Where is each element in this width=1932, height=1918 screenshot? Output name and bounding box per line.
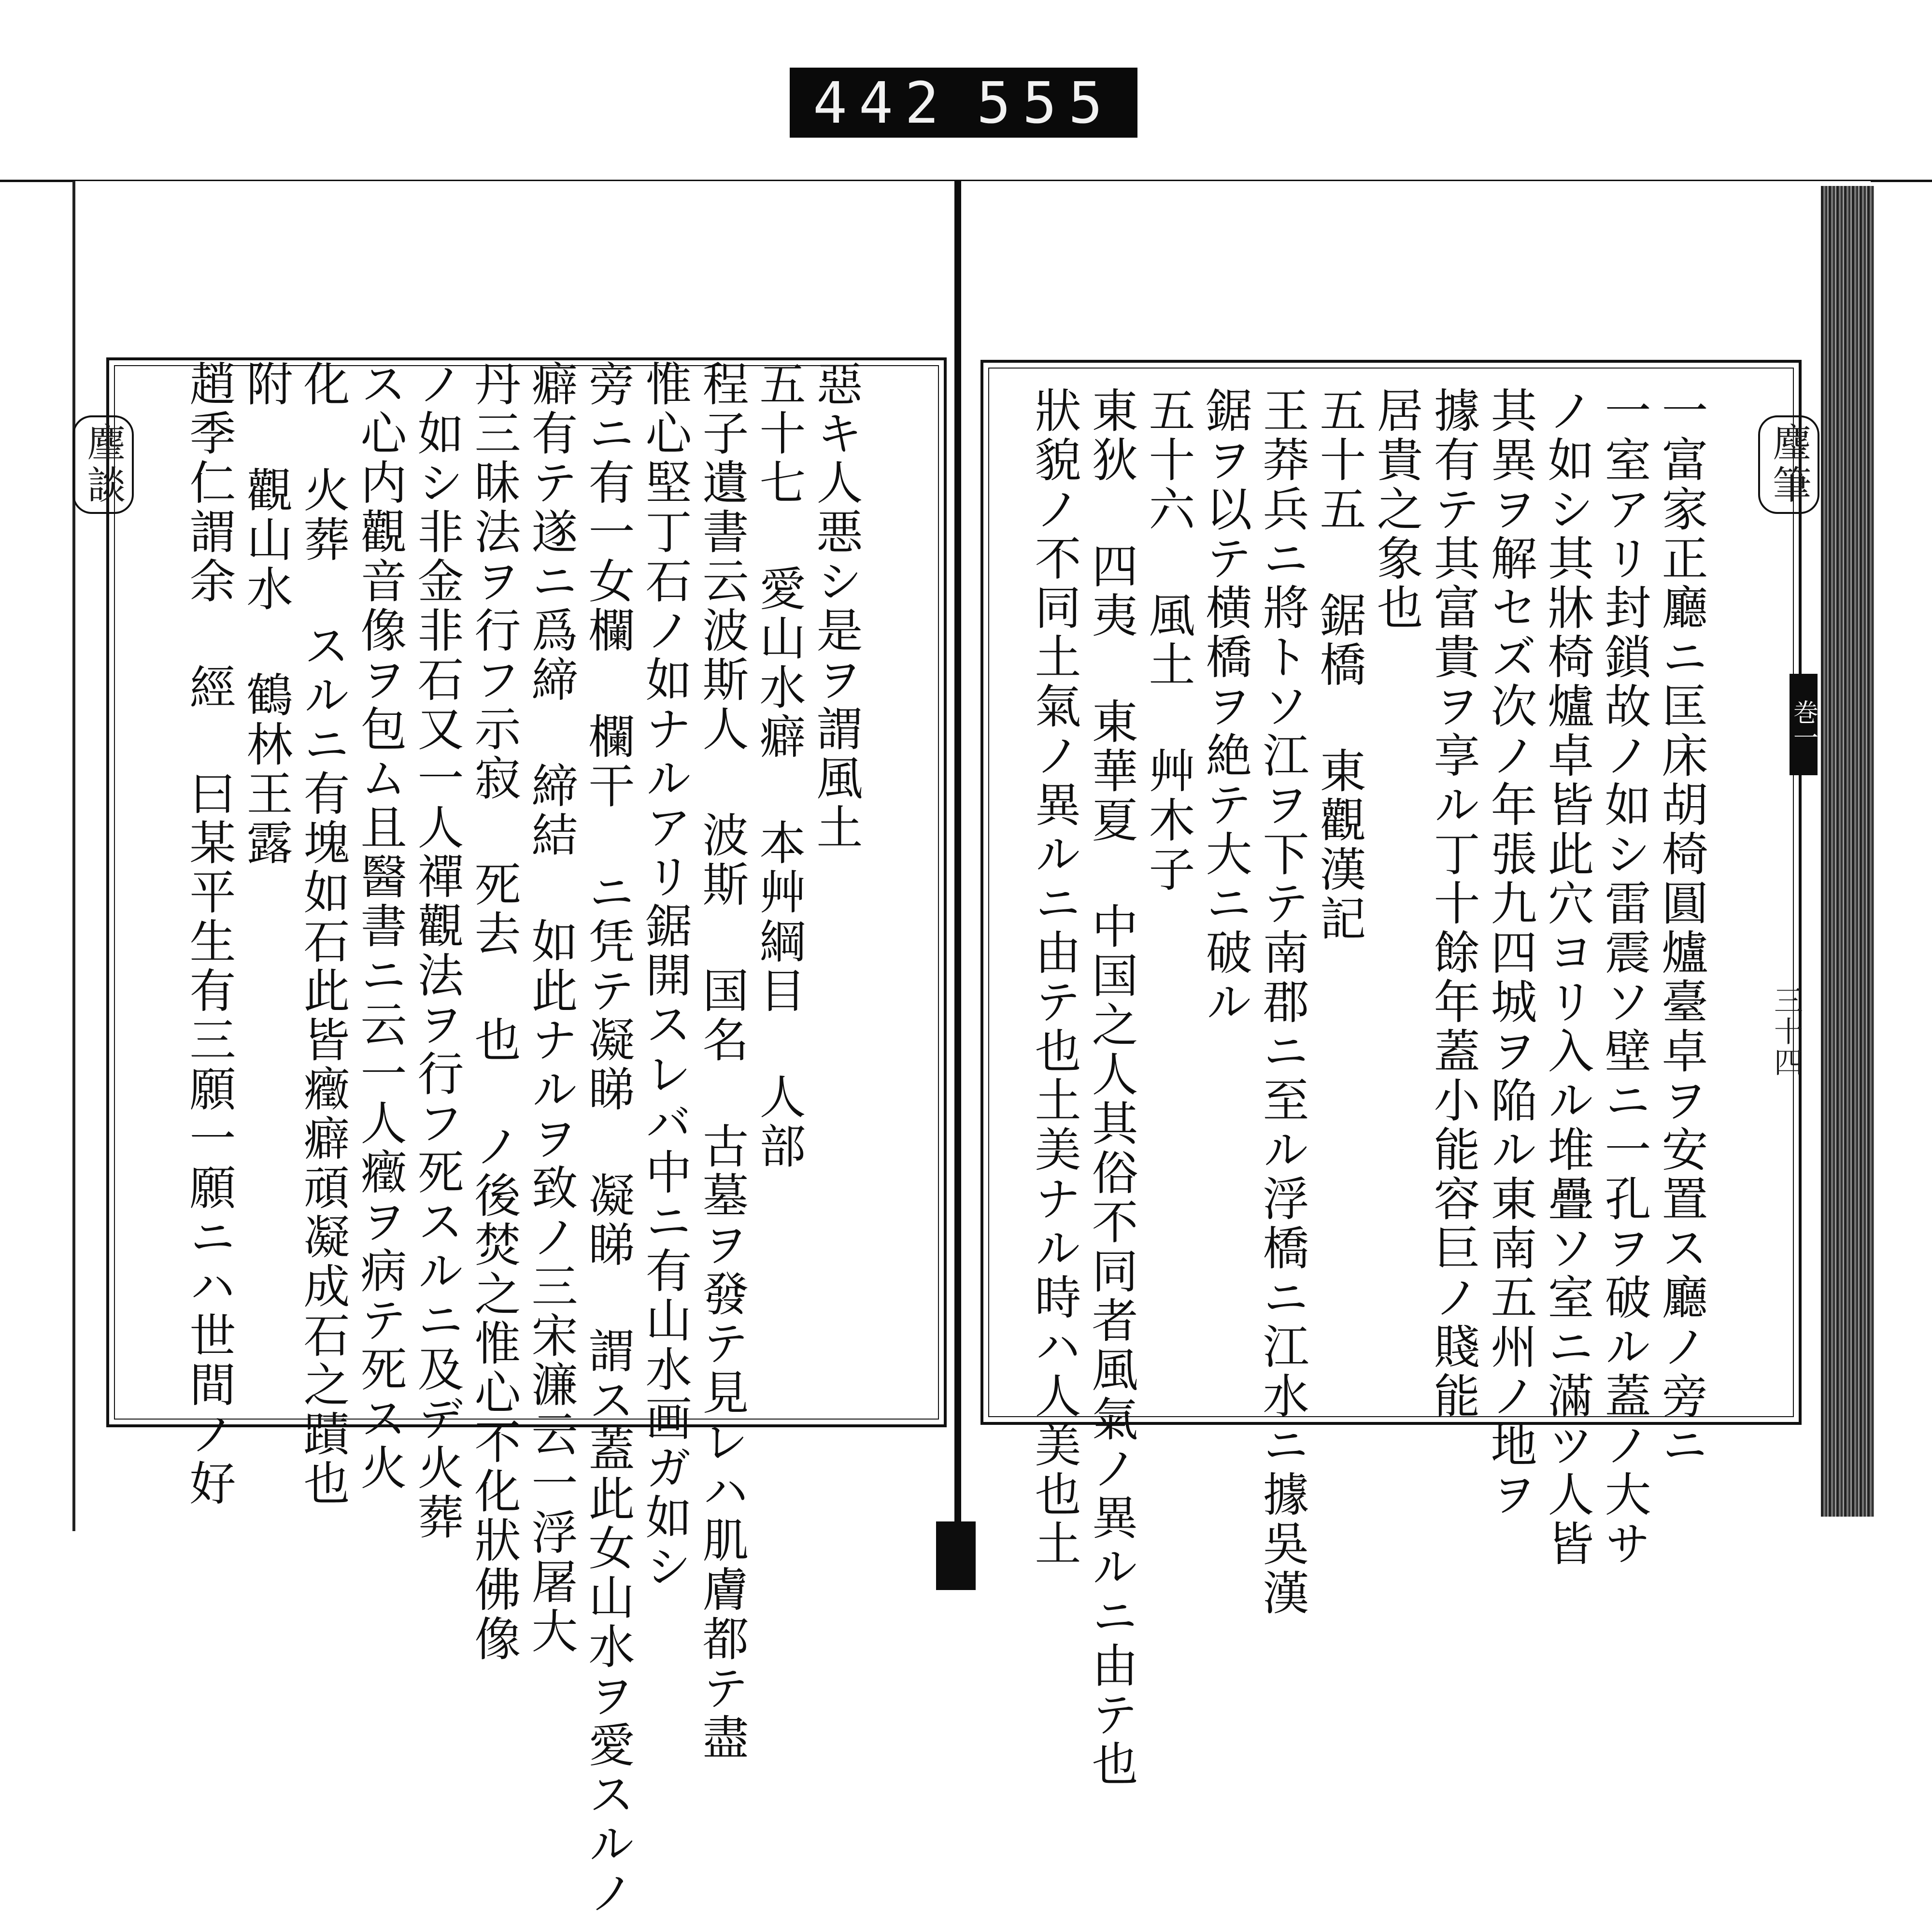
text-column: 化 火葬 スルニ有塊如石此皆癥癖頑凝成石之蹟也: [296, 360, 350, 1508]
page-fore-edge: [1821, 186, 1874, 1517]
text-column: 癖有テ遂ニ爲締 締結 如此ナルヲ致ノ三宋濂云一浮屠大: [524, 360, 578, 1656]
running-head-pill-left: 麈談: [72, 415, 134, 514]
text-column: 鋸ヲ以テ横橋ヲ絶テ大ニ破ル: [1198, 386, 1252, 1027]
text-column: 居貴之象也: [1369, 386, 1423, 633]
text-column: 程子遺書云波斯人 波斯 国名 古墓ヲ發テ見レハ肌膚都テ盡: [695, 360, 749, 1762]
section-heading: 五十七 愛山水癖 本艸綱目 人部: [752, 360, 806, 1171]
right-page-text: [927, 386, 1710, 1789]
gutter-shadow: [936, 1521, 976, 1590]
text-column: 據有テ其富貴ヲ享ル丁十餘年蓋小能容巨ノ賤能: [1426, 386, 1480, 1421]
text-column: ノ如シ非金非石又一人禪觀法ヲ行フ死スルニ及デ火葬: [410, 360, 464, 1542]
right-running-head: [1758, 415, 1819, 514]
scan-label: [790, 68, 1137, 138]
text-column: 其異ヲ解セズ次ノ年張九四城ヲ陥ル東南五州ノ地ヲ: [1483, 386, 1537, 1520]
text-column: 丹三昧法ヲ行フ示寂 死去 也 ノ後焚之惟心不化狀佛像: [467, 360, 521, 1664]
volume-tab: 巻一: [1790, 674, 1818, 775]
running-head-pill: 麈筆: [1758, 415, 1819, 514]
folio-number: 三十四: [1769, 985, 1803, 1078]
text-column: 惡キ人悪シ是ヲ謂風土: [809, 360, 863, 852]
text-column: 一室アリ封鎖故ノ如シ雷震ソ壁ニ一孔ヲ破ル蓋ノ大サ: [1597, 386, 1651, 1569]
left-page-text: [53, 360, 865, 1918]
text-column: 一富家正廳ニ匡床胡椅圓爐臺卓ヲ安置ス廳ノ旁ニ: [1654, 386, 1708, 1470]
text-column: ノ如シ其牀椅爐卓皆此穴ヨリ入ル堆疊ソ室ニ滿ツ人皆: [1540, 386, 1594, 1569]
scan-number-left: 442: [813, 69, 951, 136]
section-heading: 五十五 鋸橋 東觀漢記: [1312, 386, 1366, 944]
text-column: 狀貌ノ不同土氣ノ異ルニ由テ也土美ナル時ハ人美也土: [1027, 386, 1081, 1569]
text-column: 趙季仁謂余 經 曰某平生有三願一願ニハ世間ノ好: [182, 360, 236, 1508]
section-heading: 五十六 風土 艸木子: [1141, 386, 1195, 895]
text-column: 惟心堅丁石ノ如ナルアリ鋸開スレバ中ニ有山水画ガ如シ: [638, 360, 692, 1591]
section-heading: 附 觀山水 鶴林王露: [239, 360, 293, 868]
scan-number-right: 555: [976, 69, 1114, 136]
text-column: 王莽兵ニ將トソ江ヲ下テ南郡ニ至ル浮橋ニ江水ニ據吳漢: [1255, 386, 1309, 1618]
text-column: 旁ニ有一女欄 欄干 ニ凭テ凝睇 凝睇 謂ス蓋此女山水ヲ愛スルノ: [581, 360, 635, 1918]
text-column: 東狄 四夷 東華夏 中国之人其俗不同者風氣ノ異ルニ由テ也: [1084, 386, 1138, 1789]
text-column: ス心内觀音像ヲ包ム且醫書ニ云一人癥ヲ病テ死ス火: [353, 360, 407, 1493]
